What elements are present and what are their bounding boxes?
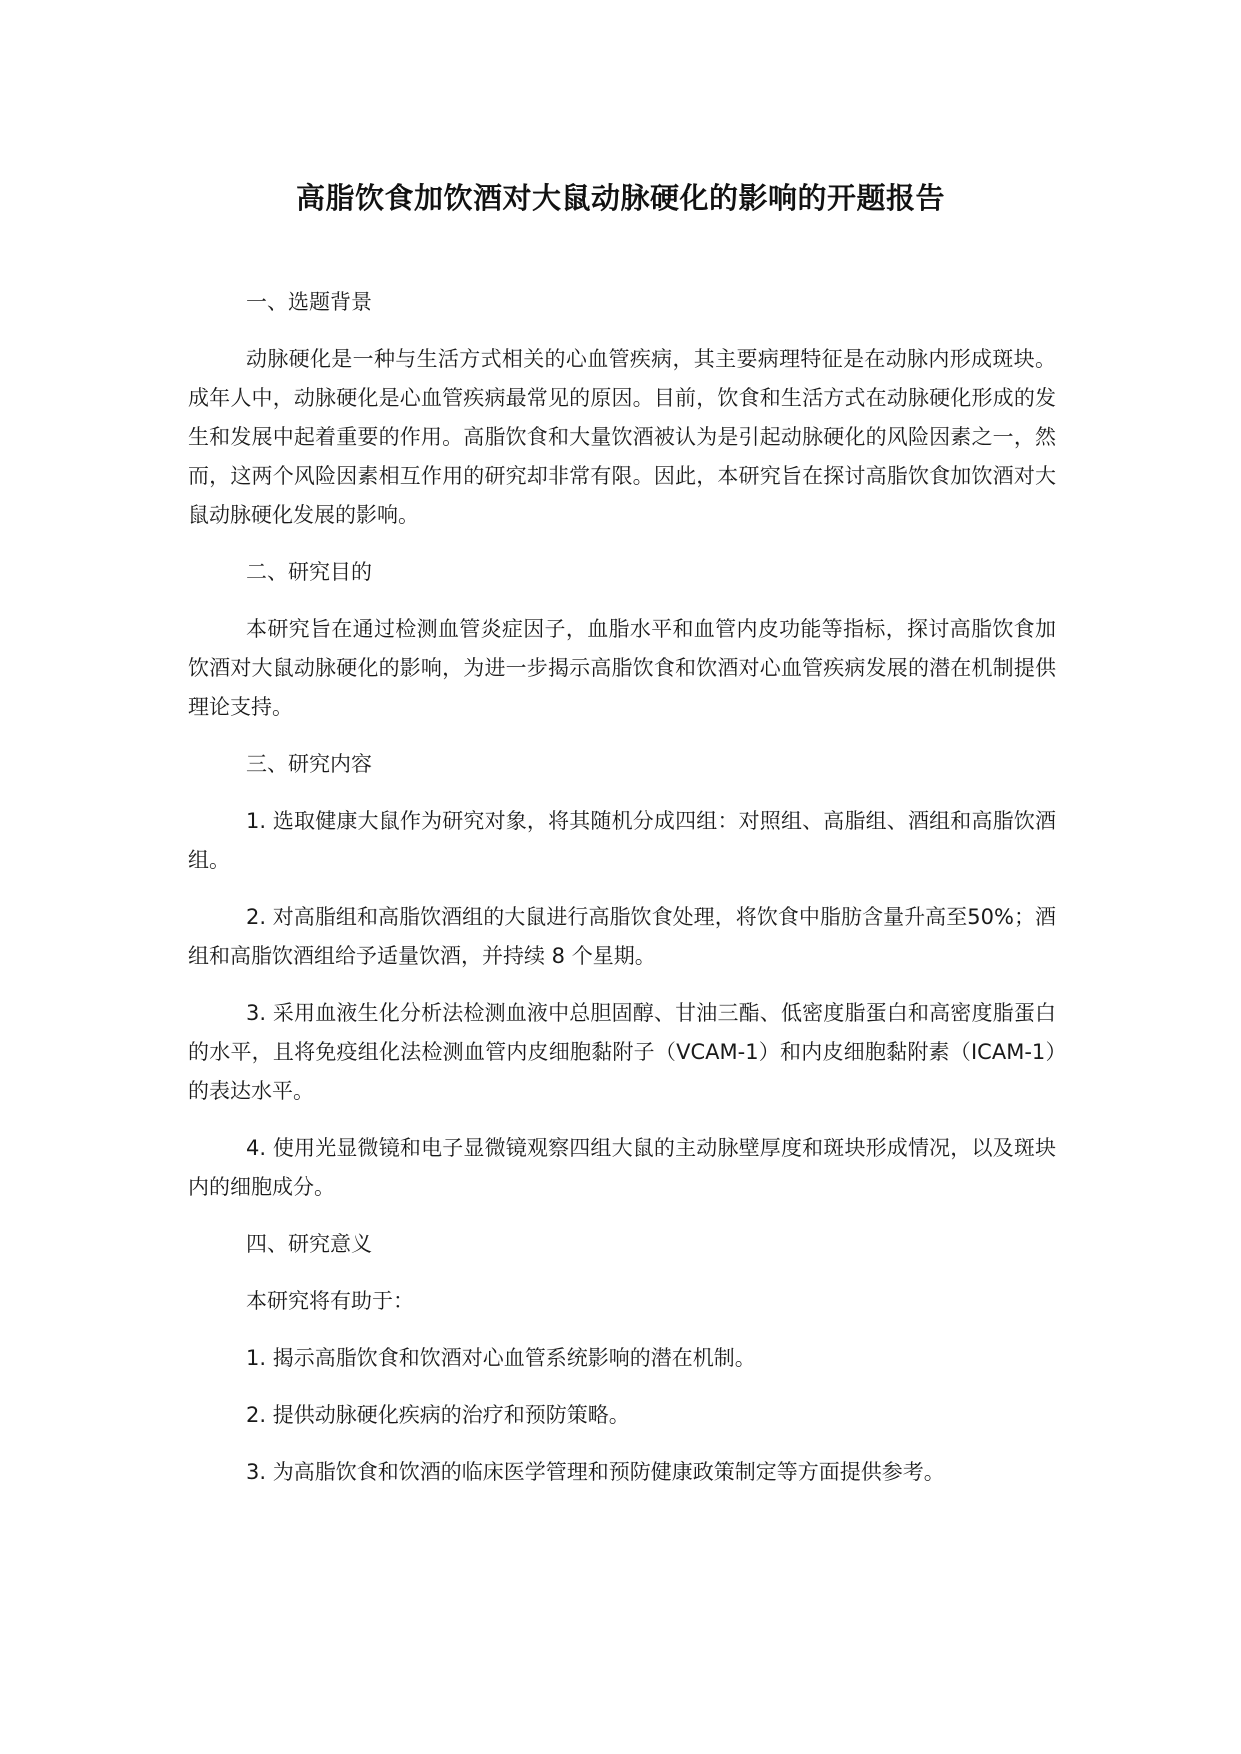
document-body bbox=[188, 283, 1056, 1510]
content-item-2: 2. 对高脂组和高脂饮酒组的大鼠进行高脂饮食处理，将饮食中脂肪含量升高至50%；酒组和高脂饮酒组给予适量饮酒，并持续 8 个星期。 bbox=[188, 905, 1056, 968]
section-heading-background: 一、选题背景 bbox=[246, 290, 372, 314]
document-title: 高脂饮食加饮酒对大鼠动脉硬化的影响的开题报告 bbox=[295, 181, 945, 215]
section-heading-purpose: 二、研究目的 bbox=[246, 560, 372, 584]
significance-item-3: 3. 为高脂饮食和饮酒的临床医学管理和预防健康政策制定等方面提供参考。 bbox=[246, 1460, 945, 1484]
content-item-4: 4. 使用光显微镜和电子显微镜观察四组大鼠的主动脉壁厚度和斑块形成情况，以及斑块内的细胞成分。 bbox=[188, 1136, 1056, 1199]
significance-item-1: 1. 揭示高脂饮食和饮酒对心血管系统影响的潜在机制。 bbox=[246, 1346, 756, 1370]
significance-item-2: 2. 提供动脉硬化疾病的治疗和预防策略。 bbox=[246, 1403, 630, 1427]
purpose-paragraph: 本研究旨在通过检测血管炎症因子，血脂水平和血管内皮功能等指标，探讨高脂饮食加饮酒对大鼠动脉硬化的影响，为进一步揭示高脂饮食和饮酒对心血管疾病发展的潜在机制提供理论支持。 bbox=[188, 617, 1056, 719]
background-paragraph: 动脉硬化是一种与生活方式相关的心血管疾病，其主要病理特征是在动脉内形成斑块。成年人中，动脉硬化是心血管疾病最常见的原因。目前，饮食和生活方式在动脉硬化形成的发生和发展中起着重要的作用。高脂饮食和大量饮酒被认为是引起动脉硬化的风险因素之一，然而，这两个风险因素相互作用的研究却非常有限。因此，本研究旨在探讨高脂饮食加饮酒对大鼠动脉硬化发展的影响。 bbox=[188, 347, 1056, 527]
significance-intro: 本研究将有助于： bbox=[246, 1289, 414, 1313]
section-heading-significance: 四、研究意义 bbox=[246, 1232, 372, 1256]
content-item-3: 3. 采用血液生化分析法检测血液中总胆固醇、甘油三酯、低密度脂蛋白和高密度脂蛋白的水平，且将免疫组化法检测血管内皮细胞黏附子（VCAM-1）和内皮细胞黏附素（ICAM-1）的表达水平。 bbox=[188, 1001, 1056, 1103]
content-item-1: 1. 选取健康大鼠作为研究对象，将其随机分成四组：对照组、高脂组、酒组和高脂饮酒组。 bbox=[188, 809, 1056, 872]
section-heading-content: 三、研究内容 bbox=[246, 752, 372, 776]
